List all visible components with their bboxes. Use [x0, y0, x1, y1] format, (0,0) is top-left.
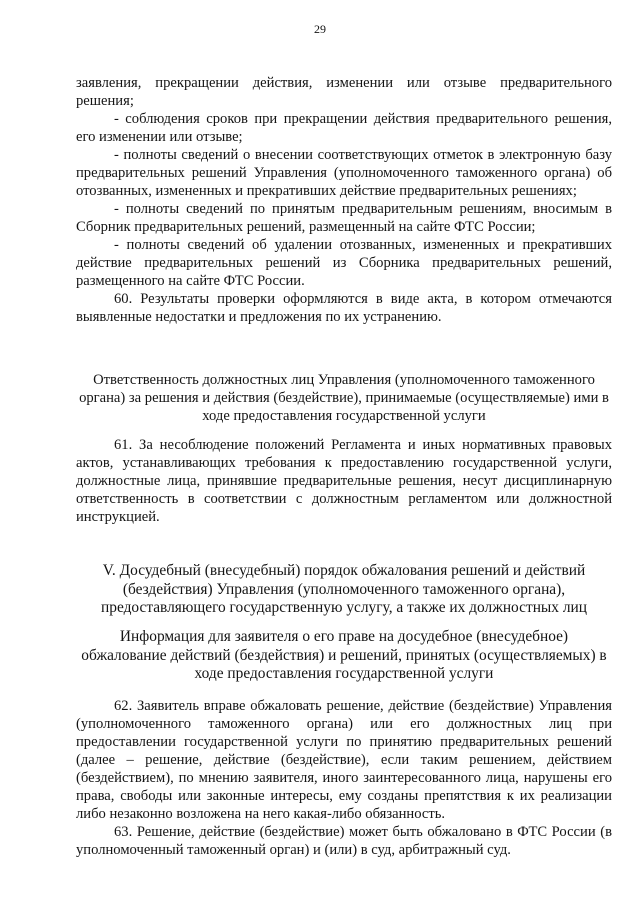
list-item: - полноты сведений об удалении отозванных, измененных и прекративших действие предварительных решений из Сборника предварительных решений, размещенного на сайте ФТС России. [76, 237, 612, 289]
section-heading: Ответственность должностных лиц Управления (уполномоченного таможенного органа) за решения и действия (бездействие), принимаемые (осуществляемые) ими в ходе предоставления государственной услуги [79, 372, 609, 424]
paragraph-60: 60. Результаты проверки оформляются в виде акта, в котором отмечаются выявленные недостатки и предложения по их устранению. [76, 291, 612, 325]
section-title: V. Досудебный (внесудебный) порядок обжалования решений и действий (бездействия) Управления (уполномоченного таможенного органа), предоставляющего государственную услугу, а также их должностных лиц [101, 562, 587, 616]
paragraph-61: 61. За несоблюдение положений Регламента и иных нормативных правовых актов, устанавливающих требования к предоставлению государственной услуги, должностные лица, принявшие предварительные решения, несут дисциплинарную ответственность в соответствии с должностным регламентом или должностной инструкцией. [76, 437, 612, 525]
responsibility-section [76, 371, 612, 425]
list-item: - полноты сведений о внесении соответствующих отметок в электронную базу предварительных решений Управления (уполномоченного таможенного органа) об отозванных, измененных и прекративших действие предварительных решениях; [76, 147, 612, 199]
paragraph-63: 63. Решение, действие (бездействие) может быть обжаловано в ФТС России (в уполномоченный таможенный орган) и (или) в суд, арбитражный суд. [76, 824, 612, 858]
paragraph-62: 62. Заявитель вправе обжаловать решение, действие (бездействие) Управления (уполномоченного таможенного органа) или его должностных лиц при предоставлении государственной услуги по принятию предварительных решений (далее – решение, действие (бездействие), если таким решением, действием (бездействием), по мнению заявителя, иного заинтересованного лица, нарушены его права, свободы или законные интересы, ему созданы препятствия к их реализации либо незаконно возложена на него какая-либо обязанность. [76, 698, 612, 822]
paragraph-61-block [76, 436, 612, 526]
section-5 [76, 562, 612, 618]
page-number: 29 [314, 22, 326, 36]
control-items-block [76, 74, 612, 326]
subsection-heading: Информация для заявителя о его праве на досудебное (внесудебное) обжалование действий (бездействия) и решений, принятых (осуществляемых) в ходе предоставления государственной услуги [81, 628, 607, 682]
paragraphs-62-63 [76, 697, 612, 859]
list-item: - полноты сведений по принятым предварительным решениям, вносимым в Сборник предварительных решений, размещенный на сайте ФТС России; [76, 201, 612, 235]
list-item: - соблюдения сроков при прекращении действия предварительного решения, его изменении или отзыве; [76, 111, 612, 145]
text-paragraph: заявления, прекращении действия, изменении или отзыве предварительного решения; [76, 75, 612, 109]
info-section [76, 628, 612, 684]
